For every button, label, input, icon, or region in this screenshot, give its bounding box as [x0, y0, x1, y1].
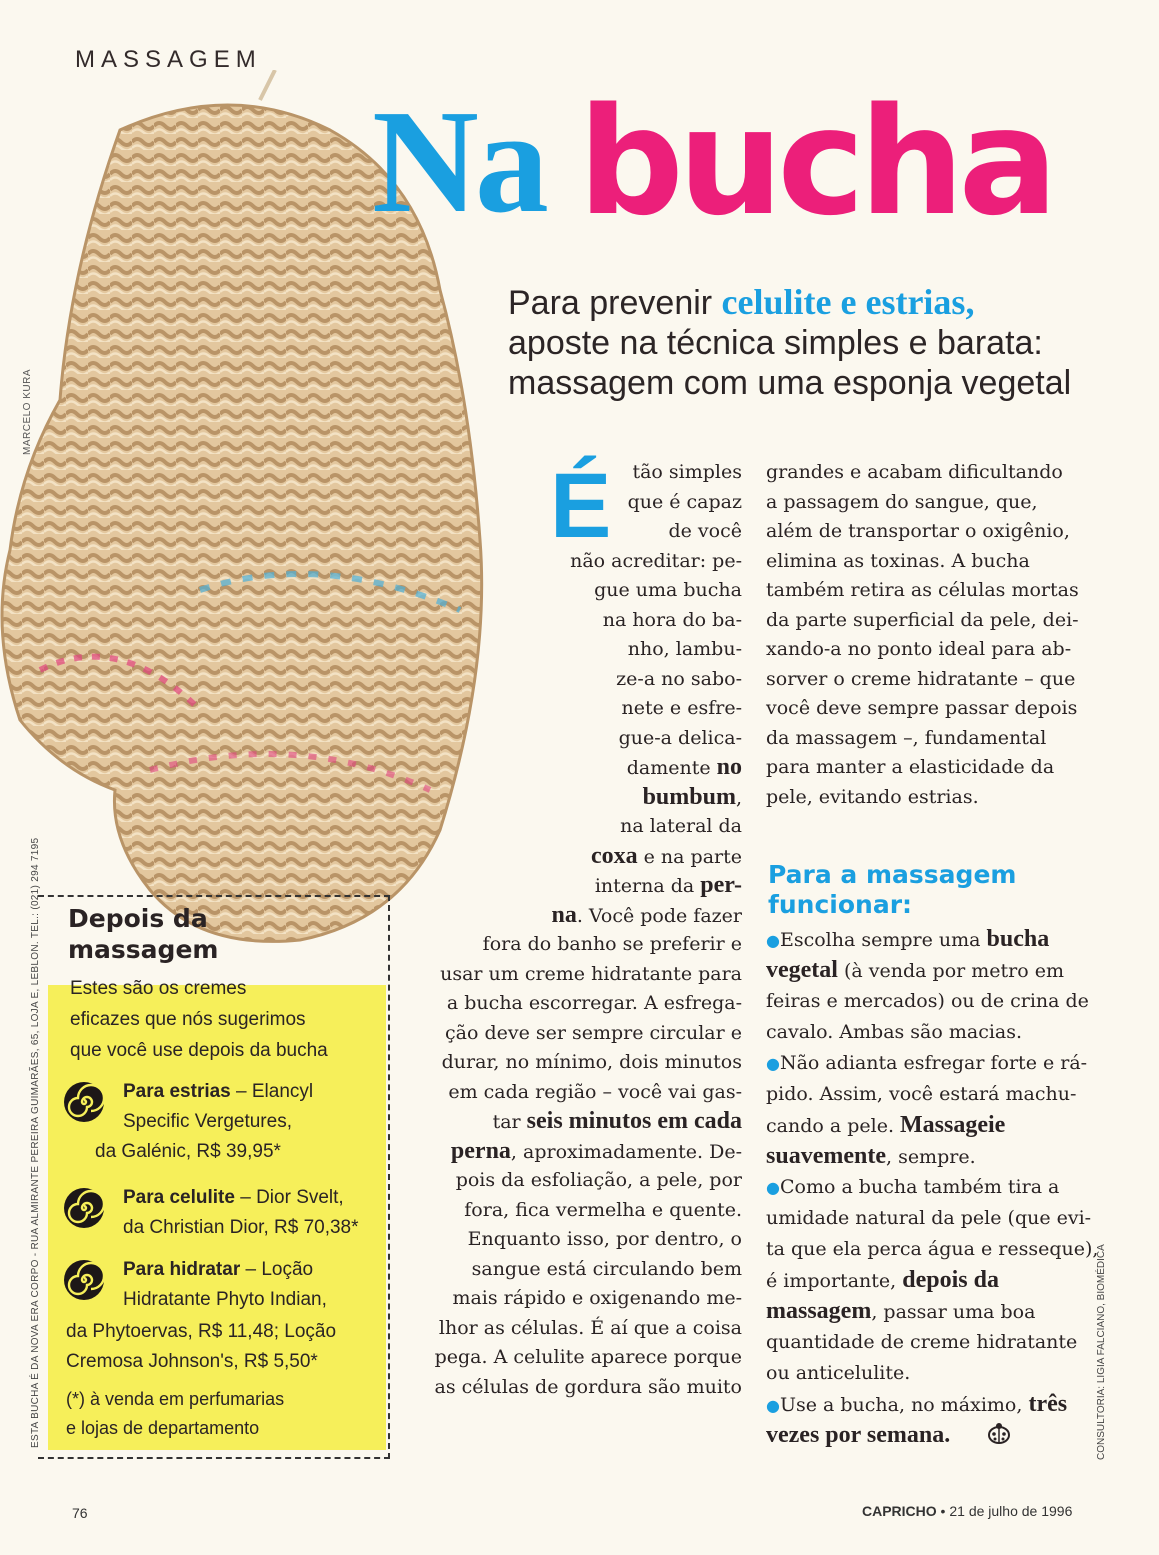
product-item-line: da Christian Dior, R$ 70,38*: [123, 1217, 359, 1238]
text-line: mais rápido e oxigenando me-: [452, 1287, 742, 1309]
spiral-icon: [62, 1080, 106, 1124]
product-label: Para hidratar: [123, 1259, 241, 1280]
sidebar-footnote: [66, 1385, 284, 1443]
text-line: [370, 753, 742, 783]
consultant-credit-vertical: CONSULTORIA: LIGIA FALCIANO, BIOMÉDICA: [1096, 1244, 1107, 1460]
text-line: da parte superficial da pele, dei-: [766, 608, 1079, 631]
text-fragment: interna da: [594, 875, 701, 897]
emphasis-text: três: [1028, 1391, 1068, 1417]
text-fragment: . Você pode fazer: [576, 904, 742, 927]
text-line: tão simples: [632, 461, 742, 483]
text-line: na lateral da: [620, 815, 742, 837]
footer-info: [862, 1503, 1072, 1519]
ladybug-icon: [986, 1422, 1012, 1444]
article-column-1: [370, 455, 742, 1402]
text-line: ção deve ser sempre circular e: [445, 1021, 742, 1044]
product-item-line: Hidratante Phyto Indian,: [123, 1289, 327, 1310]
product-text: – Loção: [240, 1259, 314, 1280]
text-line: Enquanto isso, por dentro, o: [467, 1228, 742, 1250]
product-item-line: da Phytoervas, R$ 11,48; Loção: [66, 1321, 337, 1342]
text-line: as células de gordura são muito: [434, 1375, 742, 1398]
text-line: em cada região – você vai gas-: [448, 1080, 742, 1103]
product-item-estrias: [123, 1077, 313, 1107]
product-item-line: Cremosa Johnson's, R$ 5,50*: [66, 1351, 318, 1372]
article-column-2: [766, 458, 1091, 812]
sidebar-title-line-2: massagem: [68, 935, 219, 964]
section-label: MASSAGEM: [75, 46, 262, 73]
emphasis-text: massagem: [766, 1298, 872, 1324]
product-label: Para celulite: [123, 1187, 235, 1208]
intro-line: que você use depois da bucha: [70, 1040, 328, 1061]
magazine-name: CAPRICHO: [862, 1503, 937, 1519]
tip-line: ou anticelulite.: [766, 1362, 911, 1384]
bullet-icon: ●: [766, 931, 780, 950]
tip-line: pido. Assim, você estará machu-: [766, 1083, 1077, 1105]
text-line: nete e esfre-: [621, 697, 742, 719]
text-fragment: Como a bucha também tira a: [779, 1176, 1060, 1198]
bullet-icon: ●: [766, 1178, 780, 1197]
text-line: pele, evitando estrias.: [766, 785, 979, 808]
tips-heading-line-1: Para a massagem: [768, 860, 1017, 889]
text-fragment: Escolha sempre uma: [779, 929, 987, 951]
bullet-icon: ●: [766, 1396, 780, 1415]
sidebar-intro: [70, 973, 380, 1066]
deck-subtitle: [508, 282, 1128, 403]
tips-heading-line-2: funcionar:: [768, 890, 913, 919]
text-line: sorver o creme hidratante – que: [766, 667, 1076, 690]
text-line: fora, fica vermelha e quente.: [464, 1198, 742, 1221]
text-line: durar, no mínimo, dois minutos: [441, 1051, 742, 1073]
tip-line: [766, 1266, 1091, 1297]
emphasis-text: no: [716, 754, 742, 780]
intro-line: Estes são os cremes: [70, 978, 247, 999]
emphasis-text: Massageie: [900, 1112, 1006, 1138]
text-line: [370, 1107, 742, 1137]
text-fragment: (à venda por metro em: [837, 960, 1064, 982]
text-fragment: , aproximadamente. De-: [510, 1140, 742, 1163]
product-item-line: Specific Vergetures,: [123, 1111, 292, 1132]
text-line: elimina as toxinas. A bucha: [766, 549, 1030, 572]
tip-line: umidade natural da pele (que evi-: [766, 1207, 1092, 1229]
emphasis-text: coxa: [590, 842, 638, 869]
text-line: além de transportar o oxigênio,: [766, 520, 1070, 542]
product-text: – Dior Svelt,: [234, 1187, 344, 1208]
emphasis-text: bucha: [986, 926, 1050, 952]
text-line: [370, 783, 742, 813]
bullet-icon: ●: [766, 1054, 780, 1073]
text-line: xando-a no ponto ideal para ab-: [766, 638, 1072, 660]
text-line: pois da esfoliação, a pele, por: [455, 1169, 742, 1191]
page-number: 76: [72, 1505, 88, 1521]
text-line: para manter a elasticidade da: [766, 756, 1055, 778]
footer-separator: •: [936, 1503, 950, 1519]
deck-line-3: massagem com uma esponja vegetal: [508, 364, 1072, 402]
text-fragment: damente: [626, 757, 717, 779]
tip-line: cavalo. Ambas são macias.: [766, 1021, 1023, 1043]
text-line: não acreditar: pe-: [570, 549, 742, 572]
text-line: lhor as células. É aí que a coisa: [438, 1316, 742, 1339]
tip-line: quantidade de creme hidratante: [766, 1331, 1078, 1353]
product-text: – Elancyl: [230, 1081, 314, 1102]
text-line: pega. A celulite aparece porque: [434, 1346, 742, 1368]
intro-line: eficazes que nós sugerimos: [70, 1009, 306, 1030]
drop-cap: É: [550, 455, 612, 557]
spiral-icon: [62, 1186, 106, 1230]
text-line: de você: [668, 520, 742, 542]
deck-line-2: aposte na técnica simples e barata:: [508, 324, 1043, 362]
text-line: a bucha escorregar. A esfrega-: [446, 992, 742, 1014]
emphasis-text: vezes por semana.: [766, 1422, 951, 1448]
text-line: que é capaz: [627, 490, 742, 513]
text-line: você deve sempre passar depois: [766, 697, 1078, 719]
headline-part-2: bucha: [578, 76, 1053, 248]
text-line: [370, 842, 742, 872]
emphasis-text: suavemente: [766, 1143, 886, 1169]
headline-part-1: Na: [372, 80, 545, 244]
emphasis-text: seis minutos em cada: [526, 1108, 742, 1134]
tips-heading: [768, 860, 1016, 920]
text-line: sangue está circulando bem: [471, 1257, 742, 1280]
text-fragment: e na parte: [637, 845, 742, 868]
emphasis-text: perna: [450, 1137, 511, 1164]
footnote-line: (*) à venda em perfumarias: [66, 1389, 285, 1409]
text-line: na hora do ba-: [602, 608, 742, 631]
issue-date: 21 de julho de 1996: [949, 1503, 1073, 1519]
text-fragment: é importante,: [766, 1270, 903, 1292]
text-line: gue uma bucha: [594, 579, 742, 601]
emphasis-text: na: [551, 901, 577, 928]
emphasis-text: depois da: [902, 1267, 999, 1293]
sidebar-title-line-1: Depois da: [68, 904, 208, 933]
tip-line: [766, 925, 1091, 956]
tip-line: [766, 1390, 1091, 1421]
text-fragment: ,: [735, 786, 742, 809]
product-item-celulite: [123, 1183, 344, 1213]
emphasis-text: per-: [700, 872, 742, 898]
emphasis-text: vegetal: [766, 957, 838, 983]
emphasis-text: bumbum: [642, 783, 736, 810]
tip-line: [766, 1142, 1091, 1173]
product-label: Para estrias: [123, 1081, 231, 1102]
text-line: nho, lambu-: [627, 638, 742, 660]
tip-line: [766, 1049, 1091, 1080]
tips-list: [766, 925, 1099, 1452]
tip-line: [766, 1173, 1091, 1204]
text-fragment: cando a pele.: [766, 1115, 901, 1137]
spiral-icon: [62, 1258, 106, 1302]
text-line: da massagem –, fundamental: [766, 726, 1047, 749]
text-line: também retira as células mortas: [766, 579, 1079, 601]
text-fragment: , passar uma boa: [871, 1301, 1036, 1323]
deck-pre: Para prevenir: [508, 284, 722, 322]
footnote-line: e lojas de departamento: [66, 1418, 260, 1438]
text-line: gue-a delica-: [618, 726, 742, 749]
deck-highlight: celulite e estrias,: [721, 282, 975, 322]
text-fragment: Não adianta esfregar forte e rá-: [779, 1052, 1088, 1074]
text-line: ze-a no sabo-: [616, 667, 742, 690]
text-line: grandes e acabam dificultando: [766, 461, 1063, 483]
text-line: usar um creme hidratante para: [440, 962, 742, 985]
text-line: fora do banho se preferir e: [482, 933, 742, 955]
tip-line: feiras e mercados) ou de crina de: [766, 990, 1089, 1012]
text-line: [370, 1137, 742, 1167]
text-fragment: tar: [492, 1111, 527, 1133]
tip-line: ta que ela perca água e resseque),: [766, 1238, 1099, 1260]
tip-line: [766, 1421, 1091, 1452]
text-line: [370, 871, 742, 901]
text-line: [370, 901, 742, 931]
text-fragment: , sempre.: [885, 1146, 976, 1168]
sidebar-title: [68, 903, 218, 965]
tip-line: [766, 956, 1091, 987]
text-line: a passagem do sangue, que,: [766, 490, 1038, 513]
product-credit-vertical: ESTA BUCHA É DA NOVA ERA CORPO - RUA ALMIRANTE PEREIRA GUIMARÃES, 65, LOJA E, LEBLON. TEL.: (021) 294 7195: [30, 837, 41, 1448]
tip-line: [766, 1111, 1091, 1142]
tip-line: [766, 1297, 1091, 1328]
product-item-hidratar: [123, 1255, 313, 1285]
product-item-line: da Galénic, R$ 39,95*: [95, 1141, 281, 1162]
text-fragment: Use a bucha, no máximo,: [779, 1394, 1029, 1416]
photo-credit: MARCELO KURA: [22, 368, 33, 455]
